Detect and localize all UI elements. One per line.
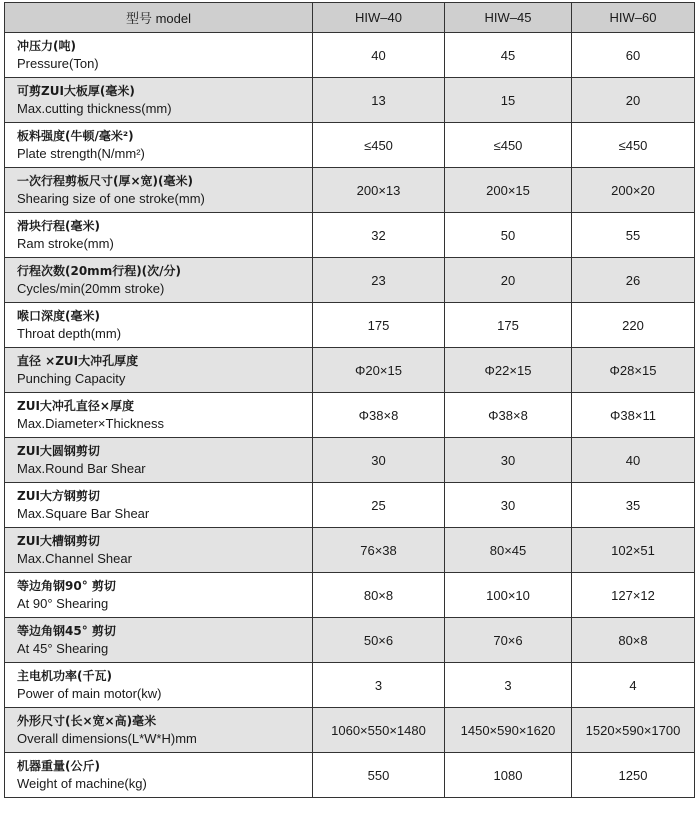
param-name-en: Cycles/min(20mm stroke) bbox=[17, 281, 165, 296]
table-row bbox=[5, 663, 695, 708]
param-cell bbox=[5, 753, 313, 798]
param-cell bbox=[5, 123, 313, 168]
specification-table bbox=[4, 2, 695, 798]
param-name-cn: ZUI大冲孔直径×厚度 bbox=[17, 399, 134, 413]
param-name-cn: 一次行程剪板尺寸(厚×宽)(毫米) bbox=[17, 174, 193, 188]
param-name-cn: 喉口深度(毫米) bbox=[17, 309, 100, 323]
table-row bbox=[5, 573, 695, 618]
param-cell bbox=[5, 528, 313, 573]
param-cell bbox=[5, 303, 313, 348]
param-name-en: Max.cutting thickness(mm) bbox=[17, 101, 172, 116]
table-row bbox=[5, 483, 695, 528]
value-hiw-60: 200×20 bbox=[572, 168, 695, 213]
value-hiw-60: 55 bbox=[572, 213, 695, 258]
value-hiw-40: 80×8 bbox=[313, 573, 445, 618]
value-hiw-60: 220 bbox=[572, 303, 695, 348]
header-model-hiw-45: HIW–45 bbox=[445, 3, 572, 33]
value-hiw-60: 80×8 bbox=[572, 618, 695, 663]
header-model-hiw-40: HIW–40 bbox=[313, 3, 445, 33]
spec-table-container bbox=[4, 2, 694, 798]
param-cell bbox=[5, 663, 313, 708]
value-hiw-45: 1450×590×1620 bbox=[445, 708, 572, 753]
param-name-cn: 滑块行程(毫米) bbox=[17, 219, 100, 233]
param-cell bbox=[5, 573, 313, 618]
table-row bbox=[5, 78, 695, 123]
value-hiw-45: Φ38×8 bbox=[445, 393, 572, 438]
param-name-en: Overall dimensions(L*W*H)mm bbox=[17, 731, 197, 746]
value-hiw-40: Φ38×8 bbox=[313, 393, 445, 438]
param-name-cn: ZUI大槽钢剪切 bbox=[17, 534, 100, 548]
value-hiw-60: 40 bbox=[572, 438, 695, 483]
value-hiw-60: 26 bbox=[572, 258, 695, 303]
table-row bbox=[5, 213, 695, 258]
value-hiw-60: Φ28×15 bbox=[572, 348, 695, 393]
value-hiw-45: 80×45 bbox=[445, 528, 572, 573]
value-hiw-40: 200×13 bbox=[313, 168, 445, 213]
param-name-en: Max.Square Bar Shear bbox=[17, 506, 150, 521]
value-hiw-60: 35 bbox=[572, 483, 695, 528]
value-hiw-45: 20 bbox=[445, 258, 572, 303]
param-name-en: Plate strength(N/mm²) bbox=[17, 146, 145, 161]
param-cell bbox=[5, 708, 313, 753]
value-hiw-40: 32 bbox=[313, 213, 445, 258]
header-param: 型号 model bbox=[5, 3, 313, 33]
param-name-en: Punching Capacity bbox=[17, 371, 126, 386]
value-hiw-60: 102×51 bbox=[572, 528, 695, 573]
param-cell bbox=[5, 483, 313, 528]
value-hiw-45: 1080 bbox=[445, 753, 572, 798]
value-hiw-45: 30 bbox=[445, 483, 572, 528]
param-cell bbox=[5, 348, 313, 393]
value-hiw-40: 40 bbox=[313, 33, 445, 78]
table-row bbox=[5, 438, 695, 483]
value-hiw-40: 175 bbox=[313, 303, 445, 348]
header-row bbox=[5, 3, 695, 33]
value-hiw-45: 45 bbox=[445, 33, 572, 78]
value-hiw-45: 30 bbox=[445, 438, 572, 483]
param-cell bbox=[5, 78, 313, 123]
value-hiw-60: Φ38×11 bbox=[572, 393, 695, 438]
param-name-en: Weight of machine(kg) bbox=[17, 776, 147, 791]
value-hiw-45: 70×6 bbox=[445, 618, 572, 663]
param-name-en: Power of main motor(kw) bbox=[17, 686, 162, 701]
value-hiw-45: 175 bbox=[445, 303, 572, 348]
value-hiw-40: 25 bbox=[313, 483, 445, 528]
value-hiw-45: 15 bbox=[445, 78, 572, 123]
param-name-cn: 外形尺寸(长×宽×高)毫米 bbox=[17, 714, 157, 728]
value-hiw-40: 1060×550×1480 bbox=[313, 708, 445, 753]
table-row bbox=[5, 258, 695, 303]
value-hiw-40: 23 bbox=[313, 258, 445, 303]
param-name-cn: 等边角钢45° 剪切 bbox=[17, 624, 116, 638]
value-hiw-45: 100×10 bbox=[445, 573, 572, 618]
param-name-en: At 45° Shearing bbox=[17, 641, 109, 656]
param-name-cn: 主电机功率(千瓦) bbox=[17, 669, 112, 683]
value-hiw-40: 13 bbox=[313, 78, 445, 123]
value-hiw-60: 1250 bbox=[572, 753, 695, 798]
param-name-cn: ZUI大方钢剪切 bbox=[17, 489, 100, 503]
param-cell bbox=[5, 213, 313, 258]
param-cell bbox=[5, 438, 313, 483]
table-row bbox=[5, 348, 695, 393]
param-cell bbox=[5, 33, 313, 78]
table-row bbox=[5, 753, 695, 798]
param-cell bbox=[5, 393, 313, 438]
value-hiw-60: 60 bbox=[572, 33, 695, 78]
value-hiw-45: 200×15 bbox=[445, 168, 572, 213]
table-row bbox=[5, 123, 695, 168]
table-row bbox=[5, 393, 695, 438]
param-name-cn: 可剪ZUI大板厚(毫米) bbox=[17, 84, 135, 98]
param-name-en: Pressure(Ton) bbox=[17, 56, 99, 71]
param-cell bbox=[5, 618, 313, 663]
value-hiw-45: 3 bbox=[445, 663, 572, 708]
value-hiw-45: Φ22×15 bbox=[445, 348, 572, 393]
param-name-cn: 行程次数(20mm行程)(次/分) bbox=[17, 264, 182, 278]
table-row bbox=[5, 528, 695, 573]
value-hiw-40: 30 bbox=[313, 438, 445, 483]
param-name-cn: 板料强度(牛顿/毫米²) bbox=[17, 129, 134, 143]
value-hiw-40: 50×6 bbox=[313, 618, 445, 663]
table-row bbox=[5, 33, 695, 78]
value-hiw-45: ≤450 bbox=[445, 123, 572, 168]
param-name-en: Throat depth(mm) bbox=[17, 326, 122, 341]
value-hiw-45: 50 bbox=[445, 213, 572, 258]
value-hiw-60: 1520×590×1700 bbox=[572, 708, 695, 753]
value-hiw-40: Φ20×15 bbox=[313, 348, 445, 393]
param-name-cn: 等边角钢90° 剪切 bbox=[17, 579, 116, 593]
table-row bbox=[5, 168, 695, 213]
param-name-cn: ZUI大圆钢剪切 bbox=[17, 444, 100, 458]
param-name-cn: 机器重量(公斤) bbox=[17, 759, 100, 773]
param-name-en: Max.Round Bar Shear bbox=[17, 461, 146, 476]
param-name-cn: 冲压力(吨) bbox=[17, 39, 76, 53]
param-name-en: Ram stroke(mm) bbox=[17, 236, 114, 251]
param-name-en: Max.Diameter×Thickness bbox=[17, 416, 165, 431]
value-hiw-60: 20 bbox=[572, 78, 695, 123]
param-name-en: Max.Channel Shear bbox=[17, 551, 132, 566]
value-hiw-60: 4 bbox=[572, 663, 695, 708]
value-hiw-40: ≤450 bbox=[313, 123, 445, 168]
param-cell bbox=[5, 258, 313, 303]
value-hiw-60: 127×12 bbox=[572, 573, 695, 618]
table-row bbox=[5, 618, 695, 663]
param-name-cn: 直径 ×ZUI大冲孔厚度 bbox=[17, 354, 139, 368]
value-hiw-60: ≤450 bbox=[572, 123, 695, 168]
table-row bbox=[5, 708, 695, 753]
param-name-en: Shearing size of one stroke(mm) bbox=[17, 191, 205, 206]
param-name-en: At 90° Shearing bbox=[17, 596, 109, 611]
table-row bbox=[5, 303, 695, 348]
value-hiw-40: 76×38 bbox=[313, 528, 445, 573]
header-model-hiw-60: HIW–60 bbox=[572, 3, 695, 33]
value-hiw-40: 550 bbox=[313, 753, 445, 798]
param-cell bbox=[5, 168, 313, 213]
value-hiw-40: 3 bbox=[313, 663, 445, 708]
